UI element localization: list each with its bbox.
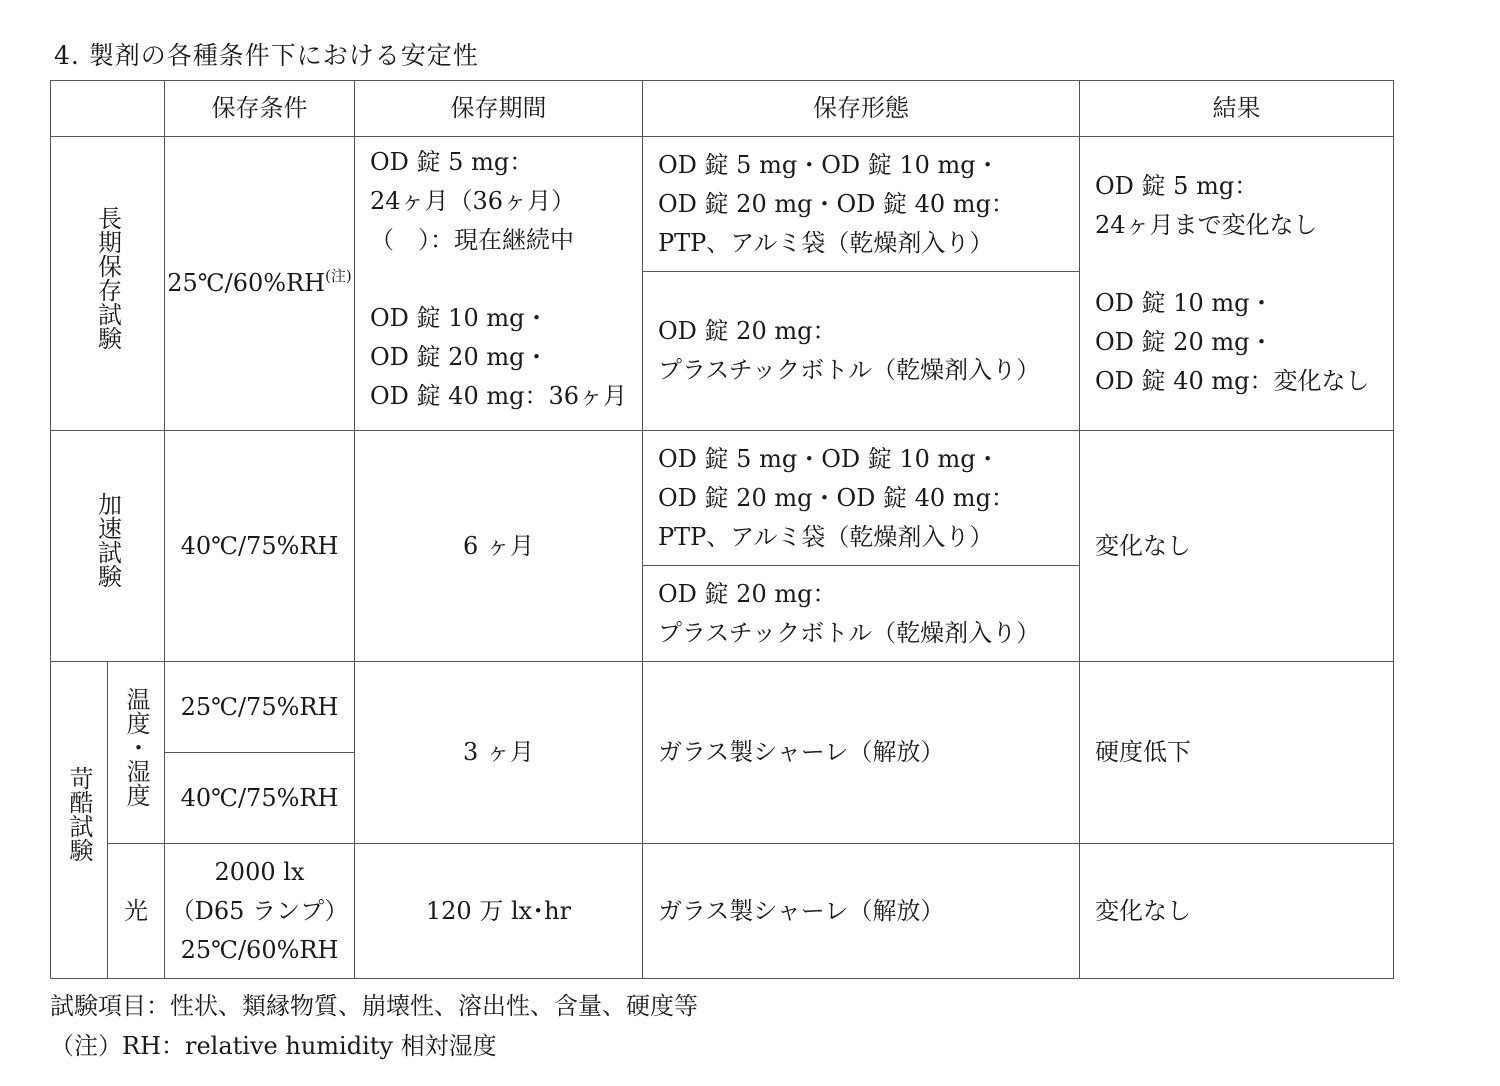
form-line: OD 錠 20 mg： xyxy=(658,317,837,345)
note-marker: (注) xyxy=(325,267,352,285)
stress-condition-1: 25℃/75%RH xyxy=(165,662,355,753)
long-term-period-line: OD 錠 20 mg・ xyxy=(370,343,549,371)
footnotes xyxy=(50,986,698,1066)
light-result: 変化なし xyxy=(1080,844,1394,979)
form-line: OD 錠 20 mg： xyxy=(658,579,837,608)
form-line: プラスチックボトル（乾燥剤入り） xyxy=(658,356,1041,384)
long-term-period-line: OD 錠 40 mg：36ヶ月 xyxy=(370,382,628,410)
form-line: プラスチックボトル（乾燥剤入り） xyxy=(658,618,1041,647)
long-term-result-cell xyxy=(1080,137,1394,431)
form-line: PTP、アルミ袋（乾燥剤入り） xyxy=(658,228,994,257)
stress-label-cell xyxy=(51,662,108,979)
result-line: OD 錠 20 mg・ xyxy=(1095,327,1274,356)
table-row xyxy=(51,662,1394,753)
stability-table xyxy=(50,80,1394,979)
stress-th-form: ガラス製シャーレ（解放） xyxy=(643,662,1080,844)
form-line: OD 錠 5 mg・OD 錠 10 mg・ xyxy=(658,444,1000,473)
form-line: OD 錠 20 mg・OD 錠 40 mg： xyxy=(658,189,1015,218)
accelerated-result: 変化なし xyxy=(1080,431,1394,662)
stress-condition-2: 40℃/75%RH xyxy=(165,753,355,844)
stress-label: 苛酷試験 xyxy=(65,766,93,862)
accelerated-label: 加速試験 xyxy=(93,492,122,588)
light-condition-cell xyxy=(165,844,355,979)
temp-humidity-label-cell xyxy=(108,662,165,844)
header-condition: 保存条件 xyxy=(165,81,355,137)
stress-th-period: 3 ヶ月 xyxy=(355,662,643,844)
long-term-period-line: 24ヶ月（36ヶ月） xyxy=(370,187,576,215)
header-blank-cell xyxy=(51,81,165,137)
light-label: 光 xyxy=(108,844,165,979)
long-term-form-b xyxy=(643,272,1080,431)
accelerated-form-a xyxy=(643,431,1080,566)
result-line: OD 錠 10 mg・ xyxy=(1095,288,1274,317)
accelerated-condition: 40℃/75%RH xyxy=(165,431,355,662)
stress-th-result: 硬度低下 xyxy=(1080,662,1394,844)
light-condition-line: （D65 ランプ） xyxy=(170,896,349,925)
light-period: 120 万 lx･hr xyxy=(355,844,643,979)
result-line: OD 錠 5 mg： xyxy=(1095,171,1259,200)
table-row xyxy=(51,137,1394,272)
rh-note: （注）RH：relative humidity 相対湿度 xyxy=(50,1032,497,1060)
long-term-label-cell xyxy=(51,137,165,431)
long-term-condition-cell xyxy=(165,137,355,431)
section-title: 4. 製剤の各種条件下における安定性 xyxy=(54,41,479,70)
accelerated-label-cell xyxy=(51,431,165,662)
temp-humidity-label: 温度・湿度 xyxy=(122,686,150,807)
form-line: PTP、アルミ袋（乾燥剤入り） xyxy=(658,522,994,551)
long-term-label: 長期保存試験 xyxy=(93,205,122,350)
header-period: 保存期間 xyxy=(355,81,643,137)
accelerated-period: 6 ヶ月 xyxy=(355,431,643,662)
table-row xyxy=(51,431,1394,566)
header-result: 結果 xyxy=(1080,81,1394,137)
long-term-form-a xyxy=(643,137,1080,272)
header-form: 保存形態 xyxy=(643,81,1080,137)
long-term-period-line: OD 錠 10 mg・ xyxy=(370,304,549,332)
table-row xyxy=(51,844,1394,979)
result-line: 24ヶ月まで変化なし xyxy=(1095,210,1318,239)
long-term-period-line: OD 錠 5 mg： xyxy=(370,148,534,176)
long-term-period-line: （ ）：現在継続中 xyxy=(370,226,574,254)
accelerated-form-b xyxy=(643,566,1080,662)
long-term-period-cell xyxy=(355,137,643,431)
result-line: OD 錠 40 mg：変化なし xyxy=(1095,366,1370,395)
light-condition-line: 25℃/60%RH xyxy=(180,935,339,964)
light-condition-line: 2000 lx xyxy=(214,857,305,886)
form-line: OD 錠 20 mg・OD 錠 40 mg： xyxy=(658,483,1015,512)
form-line: OD 錠 5 mg・OD 錠 10 mg・ xyxy=(658,150,1000,179)
light-form: ガラス製シャーレ（解放） xyxy=(643,844,1080,979)
long-term-condition: 25℃/60%RH xyxy=(167,269,326,297)
test-items-note: 試験項目：性状、類縁物質、崩壊性、溶出性、含量、硬度等 xyxy=(50,992,698,1020)
header-row xyxy=(51,81,1394,137)
